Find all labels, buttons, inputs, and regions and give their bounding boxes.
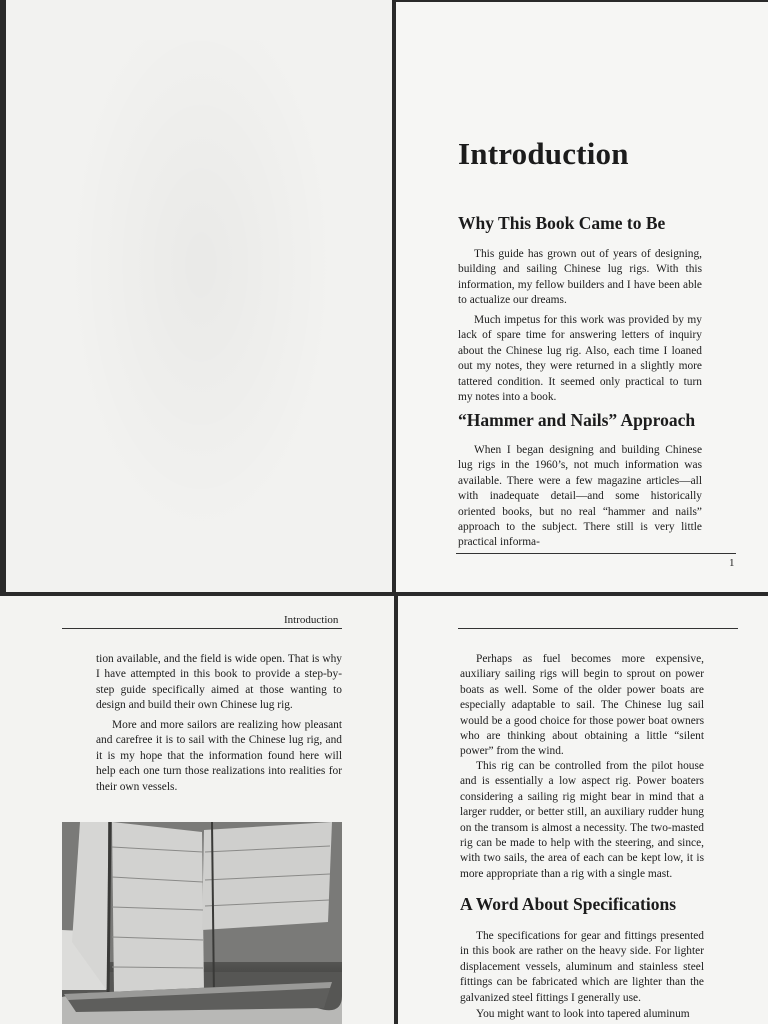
section-heading-hammer: “Hammer and Nails” Approach [458, 410, 696, 430]
chapter-title: Introduction [458, 136, 629, 171]
paragraph: Much impetus for this work was provided by my lack of spare time for answering letters of inquiry about the Chinese lug rig. Also, each time I loaned out my notes, they were returned in a slightly more tattered condition. It seemed only practical to turn my notes into a book. [458, 314, 702, 404]
paragraph: tion available, and the field is wide open. That is why I have attempted in this book to provide a step-by-step guide specifically aimed at those wanting to design and build their own Chinese lug rig. [96, 653, 342, 712]
header-rule [62, 628, 342, 629]
paragraph: This guide has grown out of years of designing, building and sailing Chinese lug rigs. With this information, my fellow builders and I have been able to actualize our dreams. [458, 248, 702, 307]
header-rule [458, 628, 738, 629]
running-head: Introduction [284, 614, 339, 626]
blank-page [6, 0, 392, 592]
paragraph: When I began designing and building Chinese lug rigs in the 1960’s, not much information was available. There were a few magazine articles—all with inadequate detail—and some historically oriented books, but no real “hammer and nails” approach to the subject. There still is very little practical informa- [458, 444, 702, 549]
paragraph: You might want to look into tapered aluminum [476, 1008, 690, 1020]
show-through-shadow [66, 40, 336, 540]
section-heading-why: Why This Book Came to Be [458, 213, 666, 233]
page-three [398, 596, 768, 1024]
page-two [0, 596, 394, 1024]
page-number: 1 [729, 557, 735, 569]
paragraph: More and more sailors are realizing how pleasant and carefree it is to sail with the Chinese lug rig, and it is my hope that the information found here will help each one turn those realizations into realities for their own vessels. [96, 719, 342, 793]
sailboat-photo [62, 822, 342, 1024]
section-heading-specifications: A Word About Specifications [460, 894, 677, 914]
page-one [396, 2, 768, 592]
paragraph: The specifications for gear and fittings presented in this book are rather on the heavy side. For lighter displacement vessels, aluminum and stainless steel fittings can be fabricated which are lighter than the galvanized steel fittings I generally use. [460, 930, 704, 1004]
paragraph: This rig can be controlled from the pilot house and is essentially a low aspect rig. Power boaters considering a sailing rig might bear in mind that a larger rudder, or better still, an auxiliary rudder hung on the transom is almost a necessity. The two-masted rig can be made to help with the steering, and since, with two sails, the area of each can be kept low, it is more appropriate than a rig with a single mast. [460, 760, 704, 880]
footer-rule [456, 553, 736, 554]
paragraph: Perhaps as fuel becomes more expensive, auxiliary sailing rigs will begin to sprout on power boats as well. Some of the older power boats are especially adaptable to sail. The Chinese lug sail would be a good choice for those power boat owners who are thinking about obtaining a little “silent power” from the wind. [460, 653, 704, 758]
